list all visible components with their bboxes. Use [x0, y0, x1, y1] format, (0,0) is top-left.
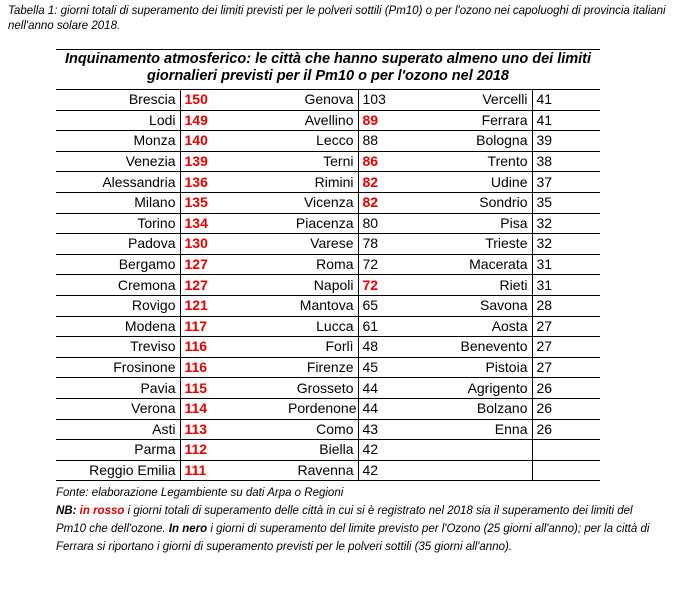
column-gap [228, 110, 284, 131]
source-note: Fonte: elaborazione Legambiente su dati Arpa o Regioni [56, 487, 344, 499]
table-row [56, 172, 600, 193]
exceedance-days: 89 [358, 110, 422, 131]
exceedance-days: 82 [358, 192, 422, 213]
city-name: Venezia [56, 151, 180, 172]
column-gap [422, 90, 446, 110]
city-name: Alessandria [56, 172, 180, 193]
exceedance-days: 121 [180, 295, 228, 316]
city-name: Pavia [56, 378, 180, 399]
nb-text-1: i giorni totali di superamento delle città in cui si è registrato nel 2018 sia il superamento dei limiti del Pm10 che dell'ozone. [56, 505, 633, 535]
exceedance-days [532, 440, 600, 461]
city-name: Como [284, 419, 358, 440]
exceedance-days: 116 [180, 337, 228, 358]
exceedance-days: 114 [180, 398, 228, 419]
city-name: Verona [56, 398, 180, 419]
exceedance-days: 150 [180, 90, 228, 110]
exceedance-days: 39 [532, 131, 600, 152]
exceedance-days: 130 [180, 234, 228, 255]
city-name: Bolzano [446, 398, 532, 419]
city-name: Cremona [56, 275, 180, 296]
table-row [56, 213, 600, 234]
city-name: Genova [284, 90, 358, 110]
exceedance-days: 27 [532, 316, 600, 337]
city-name: Brescia [56, 90, 180, 110]
exceedance-days: 65 [358, 295, 422, 316]
city-name: Firenze [284, 357, 358, 378]
exceedance-days: 80 [358, 213, 422, 234]
city-name: Frosinone [56, 357, 180, 378]
column-gap [228, 419, 284, 440]
nb-label: NB: [56, 505, 77, 517]
city-name: Napoli [284, 275, 358, 296]
column-gap [422, 419, 446, 440]
city-name: Torino [56, 213, 180, 234]
city-name: Trento [446, 151, 532, 172]
column-gap [422, 398, 446, 419]
city-name [446, 460, 532, 481]
city-name: Sondrio [446, 192, 532, 213]
table-row [56, 378, 600, 399]
exceedance-days: 44 [358, 398, 422, 419]
title-top-rule [56, 49, 600, 50]
city-name: Modena [56, 316, 180, 337]
exceedance-days: 28 [532, 295, 600, 316]
city-name: Lucca [284, 316, 358, 337]
city-name: Padova [56, 234, 180, 255]
city-name: Rovigo [56, 295, 180, 316]
column-gap [422, 295, 446, 316]
exceedance-days: 27 [532, 337, 600, 358]
column-gap [228, 213, 284, 234]
column-gap [228, 398, 284, 419]
city-name: Lodi [56, 110, 180, 131]
city-name: Roma [284, 254, 358, 275]
exceedance-days: 42 [358, 460, 422, 481]
column-gap [228, 131, 284, 152]
city-name: Mantova [284, 295, 358, 316]
column-gap [422, 131, 446, 152]
city-name: Ferrara [446, 110, 532, 131]
exceedance-days: 139 [180, 151, 228, 172]
exceedance-days: 27 [532, 357, 600, 378]
table-title [56, 51, 600, 85]
table-caption: Tabella 1: giorni totali di superamento dei limiti previsti per le polveri sottili (Pm10) o per l'ozono nei capoluoghi di provincia italiani nell'anno solare 2018. [8, 5, 666, 32]
column-gap [422, 110, 446, 131]
city-name: Bologna [446, 131, 532, 152]
column-gap [228, 192, 284, 213]
exceedance-days: 45 [358, 357, 422, 378]
city-name: Treviso [56, 337, 180, 358]
column-gap [228, 337, 284, 358]
exceedance-days: 42 [358, 440, 422, 461]
city-name: Avellino [284, 110, 358, 131]
city-name: Agrigento [446, 378, 532, 399]
table-title-line-2: giornalieri previsti per il Pm10 o per l'ozono nel 2018 [146, 68, 510, 84]
column-gap [228, 151, 284, 172]
table-row [56, 398, 600, 419]
exceedance-days: 86 [358, 151, 422, 172]
exceedance-days: 82 [358, 172, 422, 193]
column-gap [422, 192, 446, 213]
column-gap [228, 172, 284, 193]
city-name: Reggio Emilia [56, 460, 180, 481]
column-gap [422, 316, 446, 337]
table-row [56, 419, 600, 440]
exceedance-days: 31 [532, 254, 600, 275]
city-name: Pordenone [284, 398, 358, 419]
column-gap [228, 295, 284, 316]
exceedance-days: 26 [532, 398, 600, 419]
city-name: Pistoia [446, 357, 532, 378]
exceedance-days: 88 [358, 131, 422, 152]
exceedance-days: 41 [532, 90, 600, 110]
city-name: Trieste [446, 234, 532, 255]
notes [56, 484, 656, 556]
column-gap [422, 440, 446, 461]
table-row [56, 254, 600, 275]
city-name: Ravenna [284, 460, 358, 481]
column-gap [228, 90, 284, 110]
city-name: Bergamo [56, 254, 180, 275]
column-gap [422, 460, 446, 481]
city-name: Savona [446, 295, 532, 316]
city-name: Milano [56, 192, 180, 213]
exceedance-days: 32 [532, 234, 600, 255]
exceedance-days: 38 [532, 151, 600, 172]
exceedance-days: 26 [532, 378, 600, 399]
exceedance-days: 111 [180, 460, 228, 481]
column-gap [422, 254, 446, 275]
column-gap [422, 213, 446, 234]
city-name: Udine [446, 172, 532, 193]
city-name: Rimini [284, 172, 358, 193]
city-name: Aosta [446, 316, 532, 337]
pollution-table-body [56, 90, 600, 481]
exceedance-days: 32 [532, 213, 600, 234]
exceedance-days: 140 [180, 131, 228, 152]
exceedance-days: 115 [180, 378, 228, 399]
column-gap [228, 378, 284, 399]
city-name: Grosseto [284, 378, 358, 399]
column-gap [422, 275, 446, 296]
exceedance-days: 44 [358, 378, 422, 399]
table-row [56, 275, 600, 296]
column-gap [422, 337, 446, 358]
exceedance-days: 117 [180, 316, 228, 337]
city-name: Vercelli [446, 90, 532, 110]
column-gap [422, 378, 446, 399]
table-row [56, 110, 600, 131]
exceedance-days: 135 [180, 192, 228, 213]
city-name: Forlì [284, 337, 358, 358]
exceedance-days: 72 [358, 275, 422, 296]
city-name: Biella [284, 440, 358, 461]
exceedance-days: 113 [180, 419, 228, 440]
table-row [56, 460, 600, 481]
exceedance-days: 136 [180, 172, 228, 193]
column-gap [422, 357, 446, 378]
table-row [56, 151, 600, 172]
column-gap [422, 234, 446, 255]
exceedance-days: 127 [180, 275, 228, 296]
table-row [56, 440, 600, 461]
exceedance-days: 61 [358, 316, 422, 337]
pollution-table [56, 90, 600, 481]
exceedance-days [532, 460, 600, 481]
exceedance-days: 26 [532, 419, 600, 440]
exceedance-days: 31 [532, 275, 600, 296]
nb-note [56, 502, 656, 556]
city-name: Pisa [446, 213, 532, 234]
column-gap [422, 151, 446, 172]
exceedance-days: 103 [358, 90, 422, 110]
exceedance-days: 43 [358, 419, 422, 440]
city-name: Terni [284, 151, 358, 172]
exceedance-days: 127 [180, 254, 228, 275]
exceedance-days: 72 [358, 254, 422, 275]
column-gap [228, 460, 284, 481]
table-row [56, 192, 600, 213]
table-row [56, 337, 600, 358]
exceedance-days: 116 [180, 357, 228, 378]
table-row [56, 295, 600, 316]
column-gap [228, 440, 284, 461]
table-row [56, 316, 600, 337]
column-gap [228, 357, 284, 378]
city-name: Rieti [446, 275, 532, 296]
table-row [56, 90, 600, 110]
nb-text-2: i giorni di superamento del limite previsto per l'Ozono (25 giorni all'anno); per la città di Ferrara si riportano i giorni di superamento previsti per le polveri sottili (35 giorni all'anno). [56, 523, 650, 553]
city-name: Benevento [446, 337, 532, 358]
city-name: Vicenza [284, 192, 358, 213]
city-name: Asti [56, 419, 180, 440]
exceedance-days: 112 [180, 440, 228, 461]
column-gap [228, 275, 284, 296]
column-gap [228, 234, 284, 255]
exceedance-days: 41 [532, 110, 600, 131]
city-name: Enna [446, 419, 532, 440]
nb-in-nero: In nero [168, 523, 208, 535]
table-row [56, 234, 600, 255]
city-name [446, 440, 532, 461]
nb-in-rosso: in rosso [79, 505, 125, 517]
city-name: Macerata [446, 254, 532, 275]
column-gap [422, 172, 446, 193]
city-name: Piacenza [284, 213, 358, 234]
column-gap [228, 316, 284, 337]
table-title-line-1: Inquinamento atmosferico: le città che hanno superato almeno uno dei limiti [64, 51, 592, 67]
column-gap [228, 254, 284, 275]
table-row [56, 357, 600, 378]
exceedance-days: 78 [358, 234, 422, 255]
city-name: Varese [284, 234, 358, 255]
city-name: Monza [56, 131, 180, 152]
exceedance-days: 37 [532, 172, 600, 193]
exceedance-days: 48 [358, 337, 422, 358]
city-name: Lecco [284, 131, 358, 152]
table-row [56, 131, 600, 152]
exceedance-days: 149 [180, 110, 228, 131]
exceedance-days: 134 [180, 213, 228, 234]
city-name: Parma [56, 440, 180, 461]
exceedance-days: 35 [532, 192, 600, 213]
